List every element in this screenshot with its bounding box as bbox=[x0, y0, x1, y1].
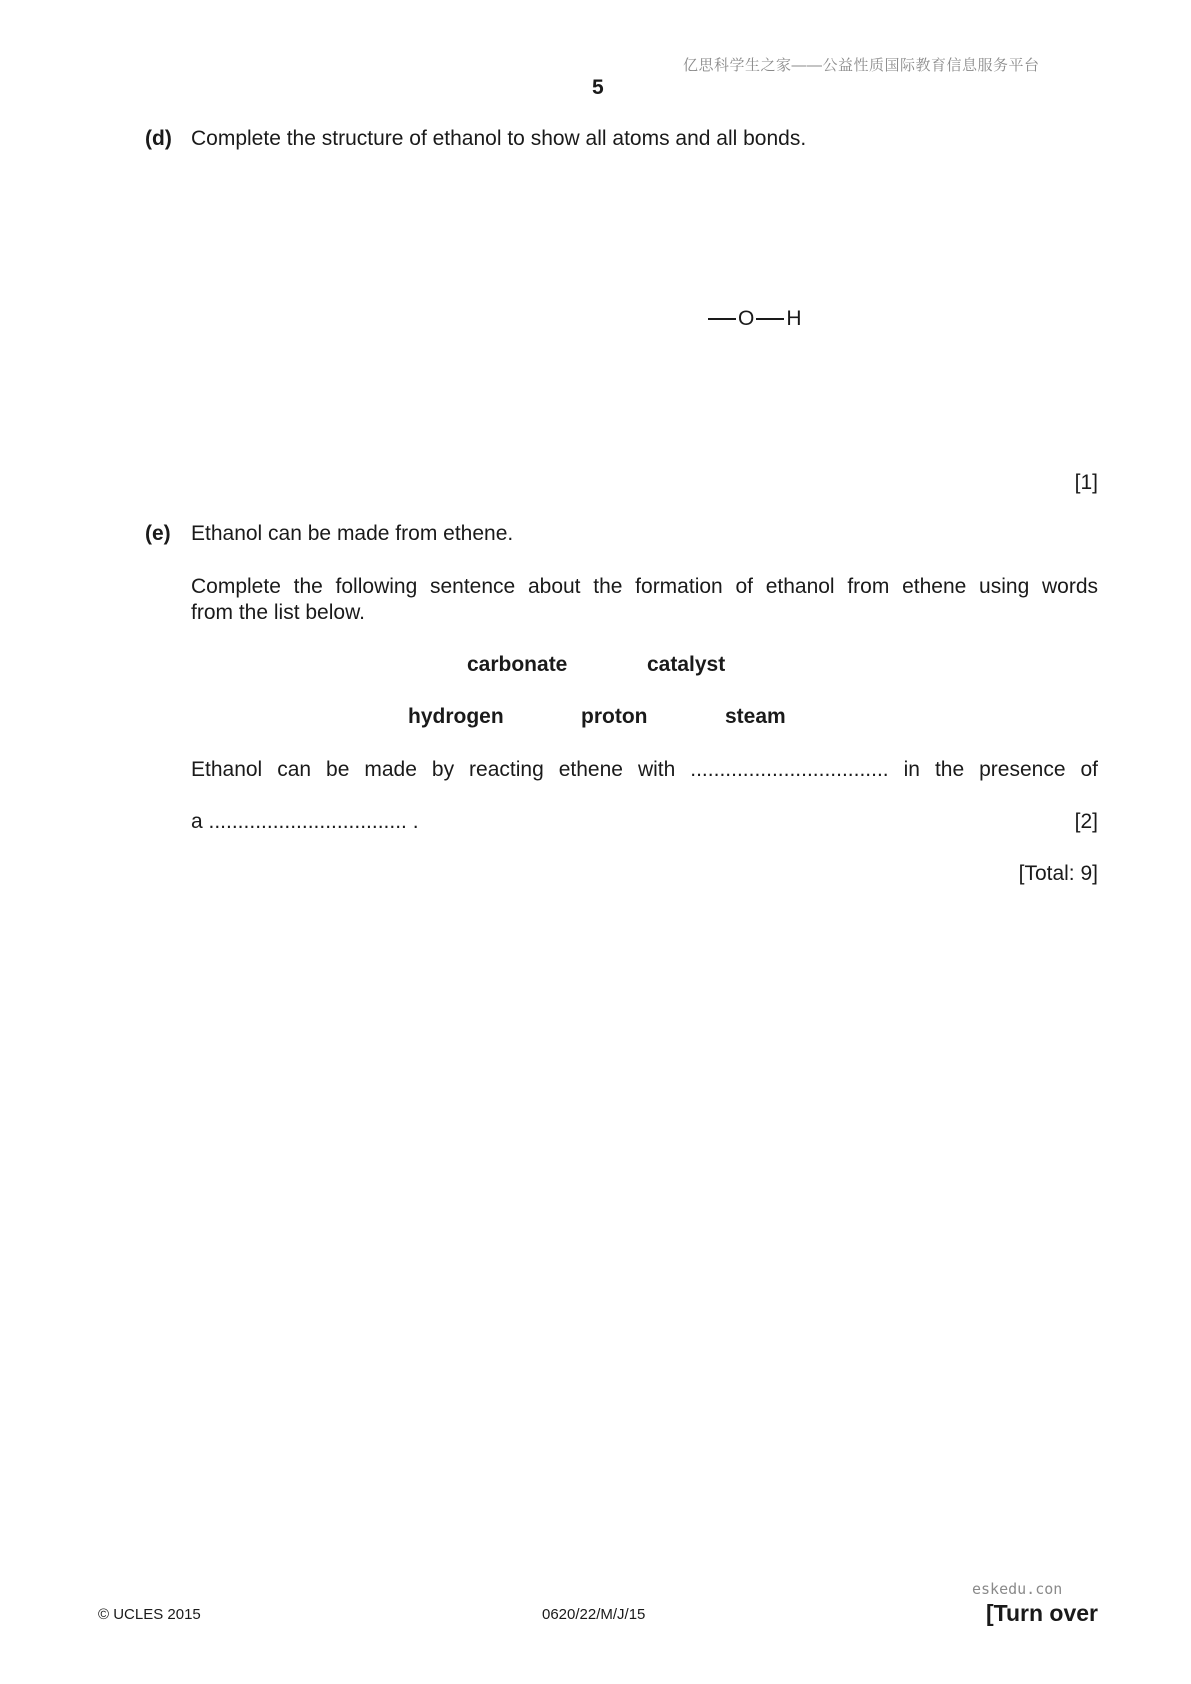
turn-over: [Turn over bbox=[985, 1600, 1098, 1626]
header-watermark: 亿思科学生之家——公益性质国际教育信息服务平台 bbox=[683, 57, 1040, 74]
question-e-instruction-line2: from the list below. bbox=[191, 601, 365, 624]
question-d-marks: [1] bbox=[1074, 471, 1098, 494]
footer-watermark: eskedu.con bbox=[972, 1580, 1063, 1598]
word-option: steam bbox=[725, 705, 786, 728]
single-bond bbox=[708, 318, 736, 320]
word-option: carbonate bbox=[467, 653, 568, 676]
answer-sentence-line1: Ethanol can be made by reacting ethene with .................................. in the presence of bbox=[191, 758, 1098, 781]
question-e-instruction-line1: Complete the following sentence about the formation of ethanol from ethene using words bbox=[191, 575, 1098, 598]
single-bond bbox=[756, 318, 784, 320]
page-number: 5 bbox=[592, 76, 604, 99]
answer-sentence-line2: a .................................. . bbox=[191, 810, 419, 833]
ethanol-partial-structure bbox=[708, 307, 804, 331]
question-d-label: (d) bbox=[145, 127, 172, 150]
word-option: hydrogen bbox=[408, 705, 504, 728]
word-option: proton bbox=[581, 705, 648, 728]
question-e-marks: [2] bbox=[1074, 810, 1098, 833]
question-e-intro: Ethanol can be made from ethene. bbox=[191, 522, 514, 545]
copyright: © UCLES 2015 bbox=[98, 1606, 201, 1623]
question-total: [Total: 9] bbox=[1018, 862, 1098, 885]
hydrogen-atom: H bbox=[786, 307, 802, 330]
word-option: catalyst bbox=[647, 653, 726, 676]
paper-code: 0620/22/M/J/15 bbox=[542, 1606, 646, 1623]
question-e-label: (e) bbox=[145, 522, 171, 545]
question-d-text: Complete the structure of ethanol to show all atoms and all bonds. bbox=[191, 127, 807, 150]
oxygen-atom: O bbox=[738, 307, 755, 330]
